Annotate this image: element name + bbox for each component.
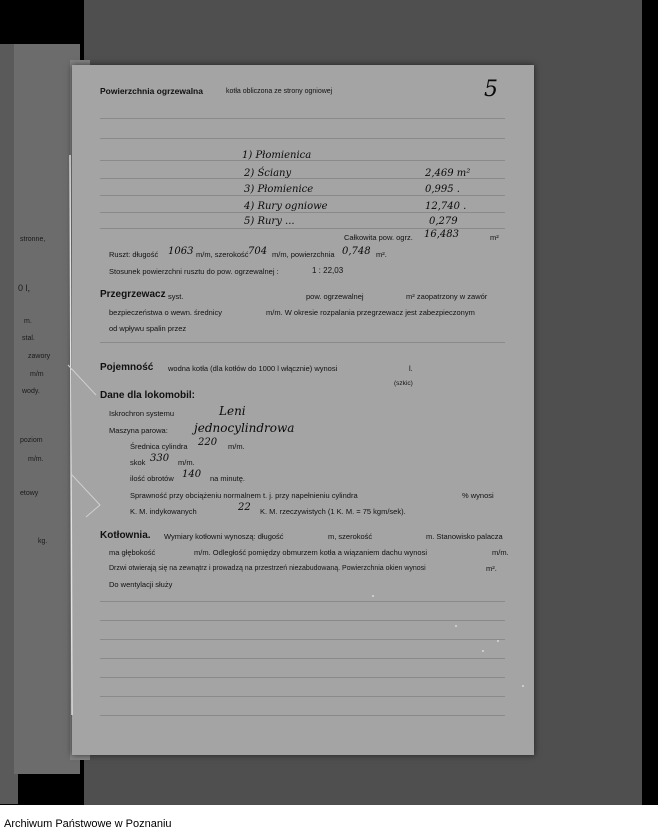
stroke-unit: m/m. — [178, 458, 195, 467]
spark-value: Leni — [219, 404, 246, 418]
efficiency-value: 22 — [238, 502, 251, 513]
margin-text: m/m — [30, 371, 44, 378]
margin-text: m/m. — [28, 456, 44, 463]
boiler-room-text: m. Stanowisko palacza — [426, 532, 503, 541]
boiler-room-text: ma głębokość — [109, 548, 156, 557]
superheater-title: Przegrzewacz — [100, 289, 166, 300]
boiler-room-text: m/m. — [492, 548, 509, 557]
page-number: 5 — [484, 77, 498, 102]
margin-text: kg. — [38, 538, 48, 545]
superheater-text: pow. ogrzewalnej — [306, 292, 364, 301]
superheater-text: m² zaopatrzony w zawór — [406, 292, 488, 301]
margin-text: poziom — [20, 437, 43, 444]
boiler-room-text: m, szerokość — [328, 532, 373, 541]
boiler-room-text: m². — [486, 564, 497, 573]
efficiency-text: % wynosi — [462, 491, 494, 500]
grate-area: 0,748 — [342, 246, 371, 257]
grate-unit: m². — [376, 250, 387, 259]
ratio-label: Stosunek powierzchni rusztu do pow. ogrzewalnej : — [109, 267, 279, 276]
capacity-note: (szkic) — [394, 380, 413, 387]
rpm-value: 140 — [182, 469, 202, 480]
binding-thread — [66, 145, 106, 725]
boiler-room-text: Do wentylacji służy — [109, 580, 173, 589]
surface-value: 12,740 . — [425, 201, 467, 212]
efficiency-text: K. M. rzeczywistych (1 K. M. = 75 kgm/sek). — [260, 507, 406, 516]
capacity-text: wodna kotła (dla kotłów do 1000 l włącznie) wynosi — [168, 364, 338, 373]
superheater-text: m/m. W okresie rozpalania przegrzewacz jest zabezpieczonym — [266, 308, 475, 317]
heating-surface-heading: Powierzchnia ogrzewalna — [100, 86, 203, 96]
margin-text: m. — [24, 318, 32, 325]
capacity-unit: l. — [409, 364, 413, 373]
boiler-room-text: Drzwi otwierają się na zewnątrz i prowadzą na przestrzeń niezabudowaną. Powierzchnia okien wynosi — [109, 565, 426, 572]
document-page — [72, 65, 534, 755]
engine-value: jednocylindrowa — [194, 421, 295, 435]
grate-unit: m/m, powierzchnia — [272, 250, 335, 259]
surface-name: 1) Płomienica — [242, 150, 312, 161]
boiler-room-text: m/m. Odległość pomiędzy obmurzem kotła a wiązaniem dachu wynosi — [194, 548, 428, 557]
margin-text: etowy — [20, 490, 39, 497]
engine-label: Maszyna parowa: — [109, 426, 168, 435]
capacity-title: Pojemność — [100, 362, 154, 373]
diameter-label: Średnica cylindra — [130, 442, 188, 451]
archive-credit: Archiwum Państwowe w Poznaniu — [4, 818, 172, 830]
ratio-value: 1 : 22,03 — [312, 266, 344, 275]
superheater-text: bezpieczeństwa o wewn. średnicy — [109, 308, 222, 317]
grate-unit: m/m, szerokość — [196, 250, 249, 259]
grate-length: 1063 — [168, 246, 194, 257]
boiler-room-text: Wymiary kotłowni wynoszą: długość — [164, 532, 284, 541]
spark-label: Iskrochron systemu — [109, 409, 175, 418]
surface-name: 5) Rury ... — [244, 216, 295, 227]
margin-text: zawory — [28, 353, 51, 360]
rpm-label: ilość obrotów — [130, 474, 174, 483]
boiler-room-title: Kotłownia. — [100, 530, 151, 541]
surface-name: 2) Ściany — [244, 168, 292, 179]
diameter-value: 220 — [198, 437, 218, 448]
total-unit: m² — [490, 233, 499, 242]
margin-text: stronne, — [20, 236, 46, 243]
diameter-unit: m/m. — [228, 442, 245, 451]
margin-text: wody. — [22, 388, 40, 395]
margin-text: 0 l, — [18, 283, 31, 293]
rpm-unit: na minutę. — [210, 474, 246, 483]
total-label: Całkowita pow. ogrz. — [344, 233, 413, 242]
surface-value: 2,469 m² — [425, 168, 471, 179]
heating-surface-subheading: kotła obliczona ze strony ogniowej — [226, 88, 333, 95]
superheater-text: syst. — [168, 292, 184, 301]
stroke-value: 330 — [150, 453, 170, 464]
grate-width: 704 — [248, 246, 268, 257]
stroke-label: skok — [130, 458, 146, 467]
surface-value: 0,995 . — [425, 184, 460, 195]
surface-name: 3) Płomienice — [244, 184, 314, 195]
margin-text: stal. — [22, 335, 35, 342]
total-value: 16,483 — [424, 229, 459, 240]
locomobile-title: Dane dla lokomobil: — [100, 390, 196, 401]
efficiency-text: K. M. indykowanych — [130, 507, 197, 516]
surface-name: 4) Rury ogniowe — [244, 201, 328, 212]
surface-value: 0,279 — [429, 216, 458, 227]
grate-label: Ruszt: długość — [109, 250, 159, 259]
superheater-text: od wpływu spalin przez — [109, 324, 187, 333]
efficiency-text: Sprawność przy obciążeniu normalnem t. j. przy napełnieniu cylindra — [130, 491, 358, 500]
